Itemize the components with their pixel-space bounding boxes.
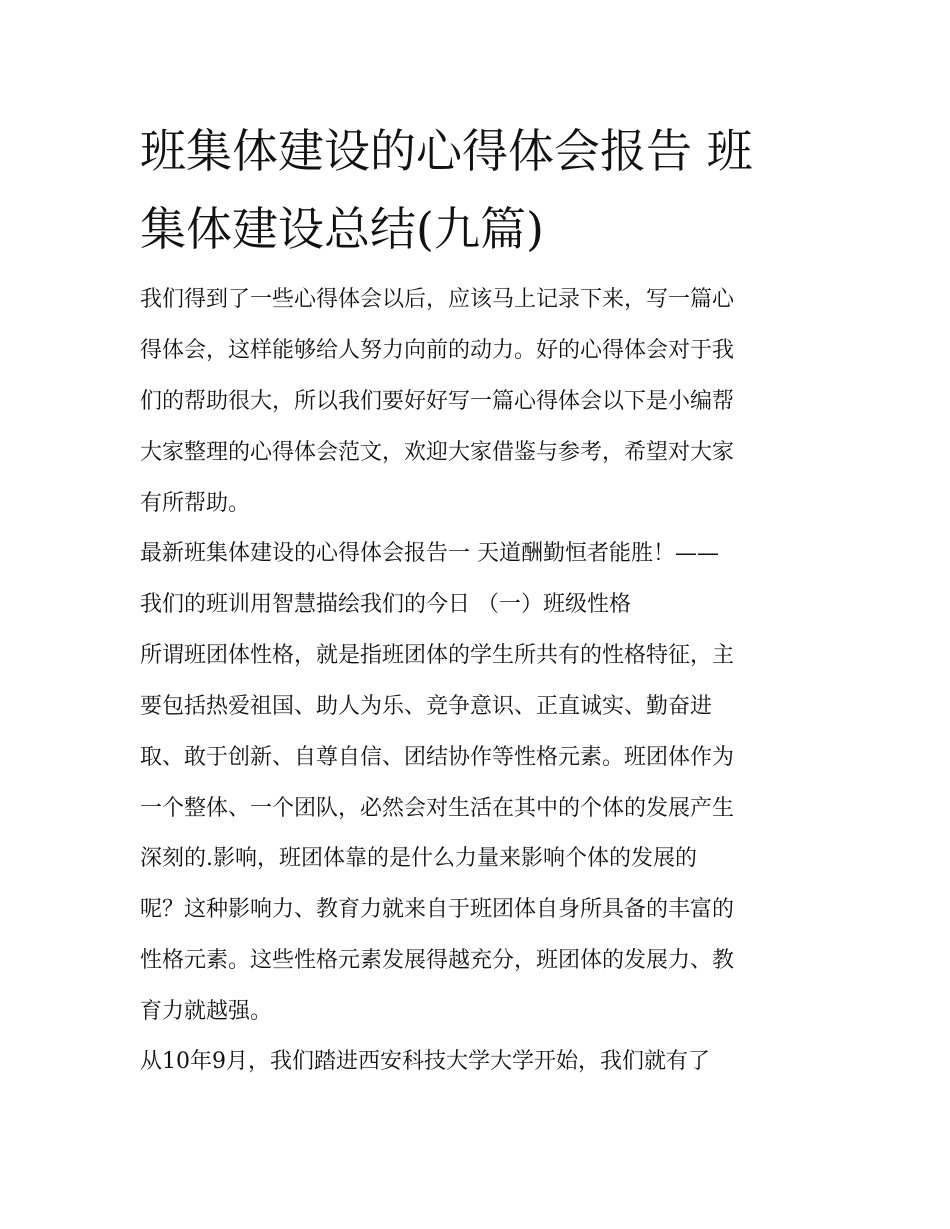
body-line: 大家整理的心得体会范文，欢迎大家借鉴与参考，希望对大家 <box>140 440 735 465</box>
body-line: 要包括热爱祖国、助人为乐、竞争意识、正直诚实、勤奋进 <box>140 694 713 719</box>
document-title <box>140 112 820 268</box>
body-line: 最新班集体建设的心得体会报告一 天道酬勤恒者能胜！—— <box>140 541 719 566</box>
body-line: 我们得到了一些心得体会以后，应该马上记录下来，写一篇心 <box>140 287 735 312</box>
body-line: 取、敢于创新、自尊自信、团结协作等性格元素。班团体作为 <box>140 745 735 770</box>
body-line: 育力就越强。 <box>140 999 273 1024</box>
body-line: 一个整体、一个团队，必然会对生活在其中的个体的发展产生 <box>140 796 735 821</box>
body-line: 深刻的.影响，班团体靠的是什么力量来影响个体的发展的 <box>140 846 697 871</box>
body-line: 们的帮助很大，所以我们要好好写一篇心得体会以下是小编帮 <box>140 389 735 414</box>
body-line: 呢？这种影响力、教育力就来自于班团体自身所具备的丰富的 <box>140 897 735 922</box>
body-line: 有所帮助。 <box>140 491 251 516</box>
body-line: 我们的班训用智慧描绘我们的今日 （一）班级性格 <box>140 592 631 617</box>
title-line-2: 集体建设总结(九篇) <box>140 202 544 256</box>
body-line: 所谓班团体性格，就是指班团体的学生所共有的性格特征，主 <box>140 643 735 668</box>
body-line: 得体会，这样能够给人努力向前的动力。好的心得体会对于我 <box>140 338 735 363</box>
body-line: 从10年9月，我们踏进西安科技大学大学开始，我们就有了 <box>140 1049 710 1074</box>
title-line-1: 班集体建设的心得体会报告 班 <box>140 124 753 178</box>
body-line: 性格元素。这些性格元素发展得越充分，班团体的发展力、教 <box>140 948 735 973</box>
